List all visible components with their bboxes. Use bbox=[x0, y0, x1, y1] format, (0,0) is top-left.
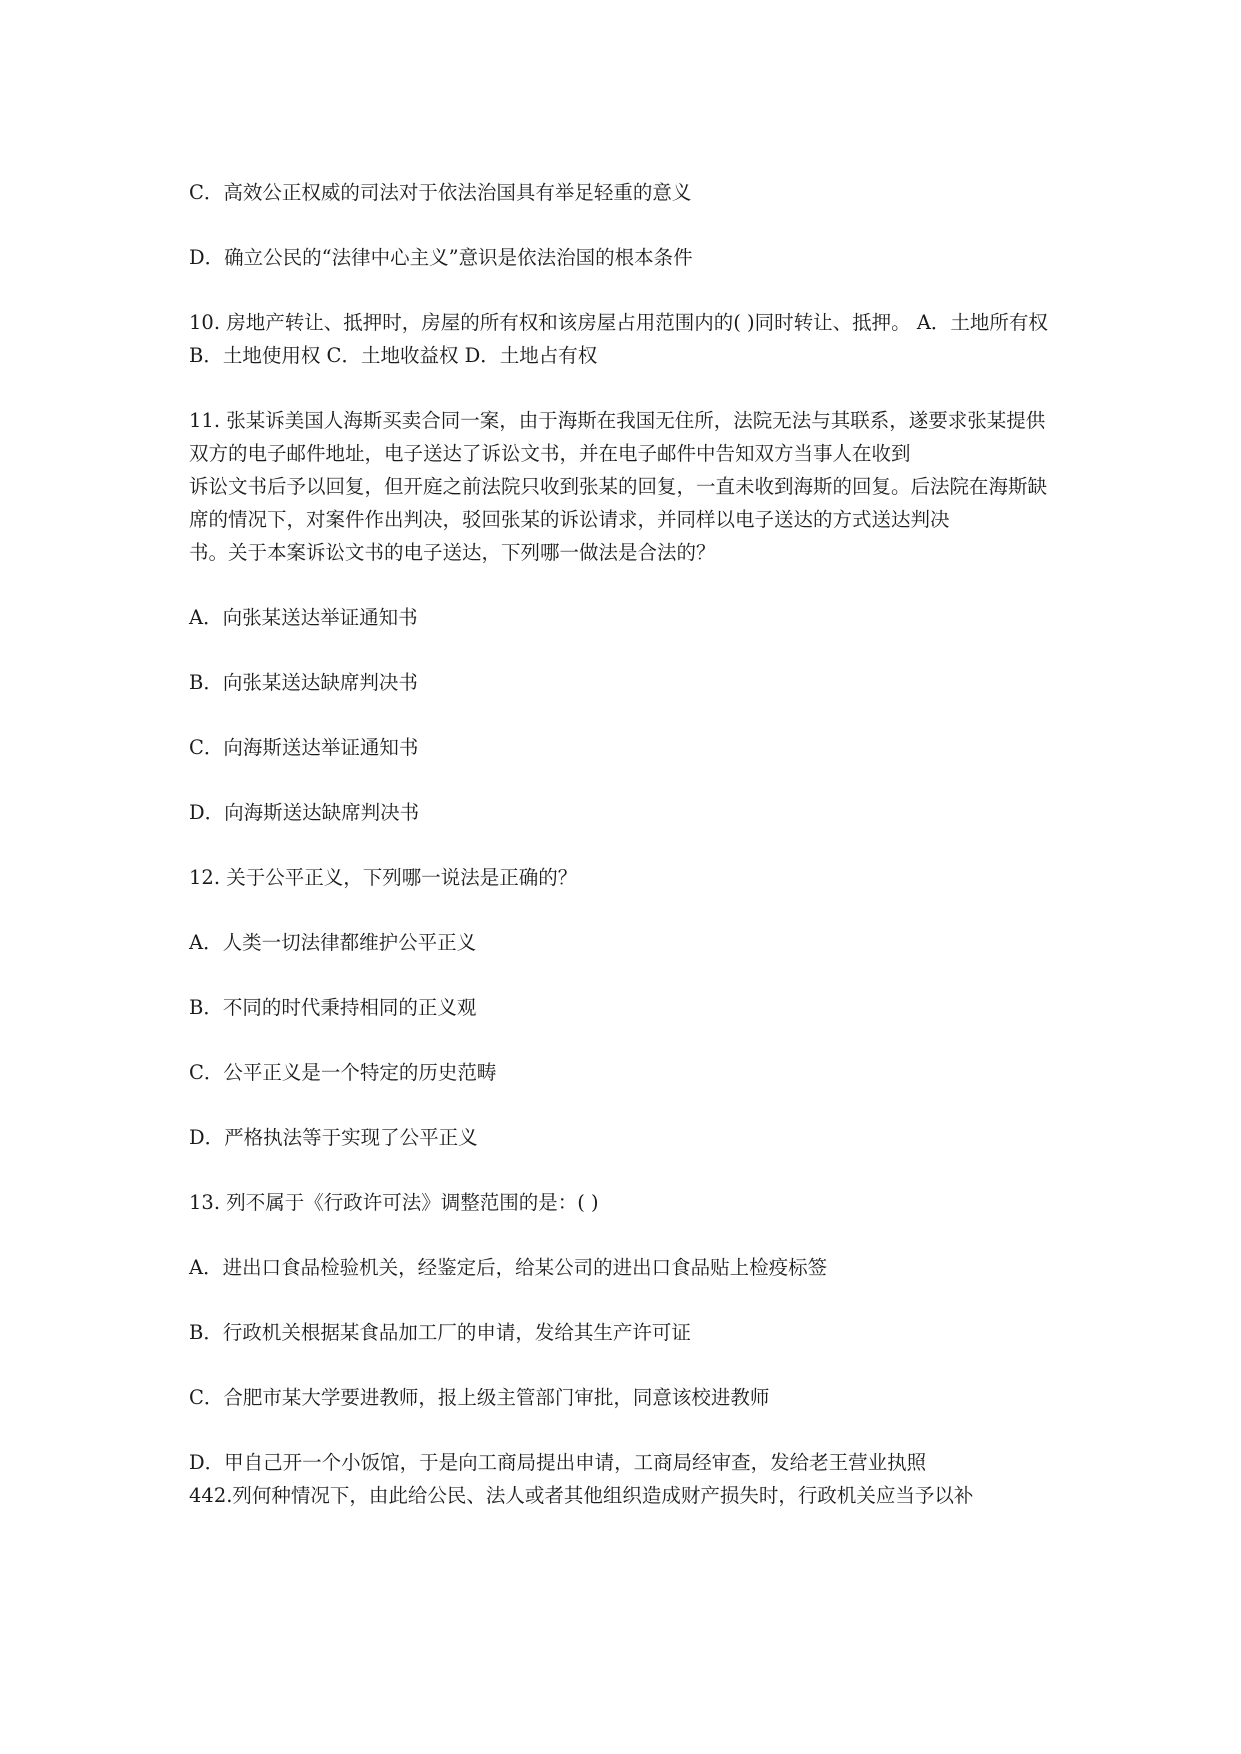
question-13-option-c: C．合肥市某大学要进教师，报上级主管部门审批，同意该校进教师 bbox=[189, 1386, 770, 1409]
option-d-paragraph: D．确立公民的“法律中心主义”意识是依法治国的根本条件 bbox=[189, 246, 693, 269]
question-10: 10. 房地产转让、抵押时，房屋的所有权和该房屋占用范围内的( )同时转让、抵押。 A．土地所有权 B．土地使用权 C．土地收益权 D．土地占有权 bbox=[189, 311, 1055, 367]
question-12-option-d: D．严格执法等于实现了公平正义 bbox=[189, 1126, 478, 1149]
question-13-option-d: D．甲自己开一个小饭馆，于是向工商局提出申请，工商局经审查，发给老王营业执照 bbox=[189, 1451, 927, 1474]
question-13: 13. 列不属于《行政许可法》调整范围的是：( ) bbox=[189, 1191, 599, 1214]
question-12-option-a: A．人类一切法律都维护公平正义 bbox=[189, 931, 477, 954]
question-12: 12. 关于公平正义，下列哪一说法是正确的？ bbox=[189, 866, 578, 889]
question-11: 11. 张某诉美国人海斯买卖合同一案，由于海斯在我国无住所，法院无法与其联系，遂要求张某提供双方的电子邮件地址，电子送达了诉讼文书，并在电子邮件中告知双方当事人在收到 诉讼文书后予以回复，但开庭之前法院只收到张某的回复，一直未收到海斯的回复。后法院在海斯缺席的情况下，对案件作出判决，驳回张某的诉讼请求，并同样以电子送达的方式送达判决 书。关于本案诉讼文书的电子送达，下列哪一做法是合法的？ bbox=[189, 409, 1048, 564]
question-442: 442.列何种情况下，由此给公民、法人或者其他组织造成财产损失时，行政机关应当予以补 bbox=[189, 1484, 974, 1507]
question-11-option-a: A．向张某送达举证通知书 bbox=[189, 606, 418, 629]
question-11-option-d: D．向海斯送达缺席判决书 bbox=[189, 801, 420, 824]
question-11-option-b: B．向张某送达缺席判决书 bbox=[189, 671, 418, 694]
question-12-option-b: B．不同的时代秉持相同的正义观 bbox=[189, 996, 477, 1019]
question-13-option-a: A．进出口食品检验机关，经鉴定后，给某公司的进出口食品贴上检疫标签 bbox=[189, 1256, 828, 1279]
question-11-option-c: C．向海斯送达举证通知书 bbox=[189, 736, 419, 759]
question-13-option-b: B．行政机关根据某食品加工厂的申请，发给其生产许可证 bbox=[189, 1321, 691, 1344]
document-page bbox=[189, 176, 1061, 1512]
option-c-paragraph: C．高效公正权威的司法对于依法治国具有举足轻重的意义 bbox=[189, 181, 692, 204]
question-12-option-c: C．公平正义是一个特定的历史范畴 bbox=[189, 1061, 497, 1084]
